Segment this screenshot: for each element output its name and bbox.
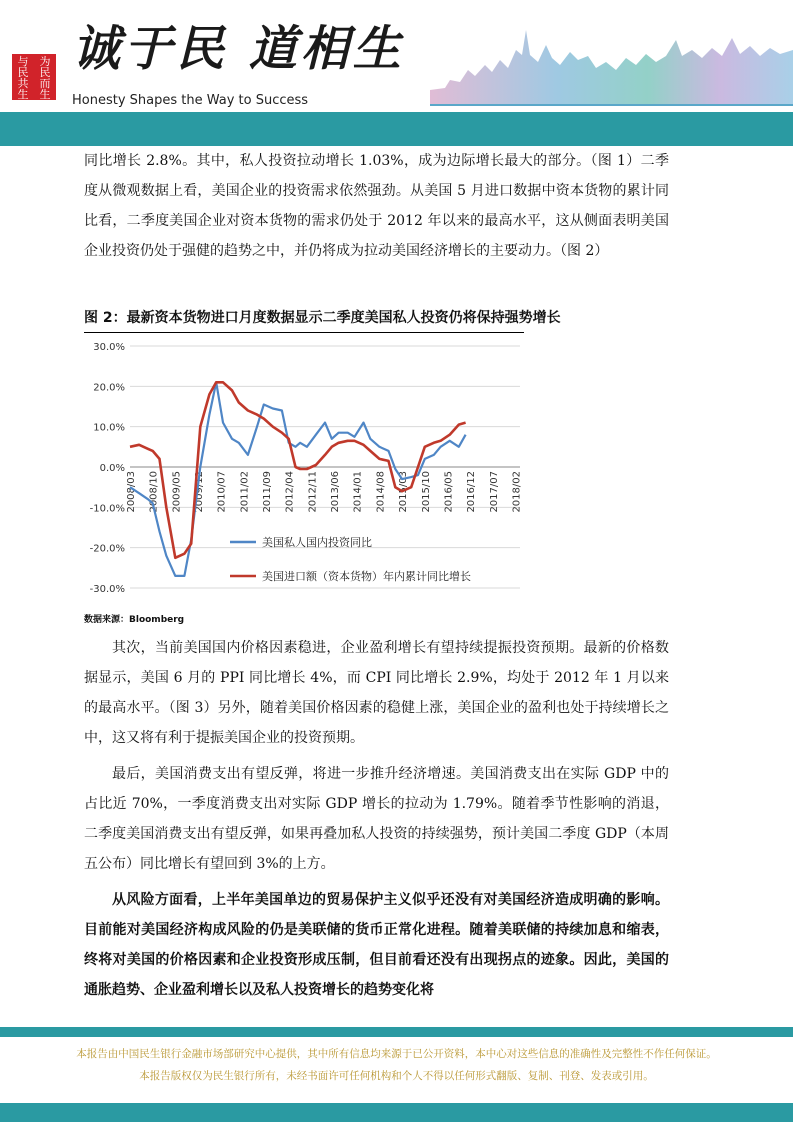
y-tick-label: -30.0% xyxy=(89,584,125,595)
brand-slogan-en: Honesty Shapes the Way to Success xyxy=(72,93,309,108)
header-teal-band xyxy=(0,112,793,146)
x-tick-label: 2016/12 xyxy=(466,471,478,513)
y-tick-label: -20.0% xyxy=(89,543,125,555)
badge-char: 民 xyxy=(17,66,29,79)
series-line-2 xyxy=(130,382,466,558)
x-tick-label: 2017/07 xyxy=(488,471,500,513)
y-tick-label: 30.0% xyxy=(93,342,125,353)
city-skyline-illustration xyxy=(430,10,793,110)
paragraph-consumption: 最后，美国消费支出有望反弹，将进一步推升经济增速。美国消费支出在实际 GDP 中的占比近 70%，一季度消费支出对实际 GDP 增长的拉动为 1.79%。随着季节性影响的消退，二季度美国消费支出有望反弹，如果再叠加私人投资的持续强势，预计美国二季度 GDP（本周五公布）同比增长有望回到 3%的上方。 xyxy=(84,766,669,872)
badge-char: 共 xyxy=(17,77,29,90)
footer-disclaimer-line2: 本报告版权仅为民生银行所有，未经书面许可任何机构和个人不得以任何形式翻版、复制、刊登、发表或引用。 xyxy=(139,1070,654,1082)
badge-char: 民 xyxy=(39,66,51,79)
paragraph-risk: 从风险方面看，上半年美国单边的贸易保护主义似乎还没有对美国经济造成明确的影响。目前能对美国经济构成风险的仍是美联储的货币正常化进程。随着美联储的持续加息和缩表，终将对美国的价格因素和企业投资形成压制，但目前看还没有出现拐点的迹象。因此，美国的通胀趋势、企业盈利增长以及私人投资增长的趋势变化将 xyxy=(84,892,669,998)
intro-section xyxy=(84,146,669,266)
x-tick-label: 2015/10 xyxy=(420,471,432,513)
y-tick-label: 20.0% xyxy=(93,382,125,394)
intro-paragraph: 同比增长 2.8%。其中，私人投资拉动增长 1.03%，成为边际增长最大的部分。（图 1）二季度从微观数据上看，美国企业的投资需求依然强劲。从美国 5 月进口数据中资本货物的累计同比看，二季度美国企业对资本货物的需求仍处于 2012 年以来的最高水平，这从侧面表明美国企业投资仍处于强健的趋势之中，并仍将成为拉动美国经济增长的主要动力。（图 2） xyxy=(84,153,669,259)
x-tick-label: 2010/07 xyxy=(216,471,228,513)
paragraph-price-factors: 其次，当前美国国内价格因素稳进，企业盈利增长有望持续提振投资预期。最新的价格数据显示，美国 6 月的 PPI 同比增长 4%，而 CPI 同比增长 2.9%，均处于 2012 年 1 月以来的最高水平。（图 3）另外，随着美国价格因素的稳健上涨，美国企业的盈利也处于持续增长之中，这又将有利于提振美国企业的投资预期。 xyxy=(84,640,669,746)
badge-char: 而 xyxy=(39,77,51,90)
badge-char: 生 xyxy=(39,88,51,101)
investment-line-chart xyxy=(80,334,526,600)
figure-source: 数据来源：Bloomberg xyxy=(84,615,185,625)
x-tick-label: 2009/12 xyxy=(194,471,206,513)
x-tick-label: 2008/03 xyxy=(126,471,137,513)
x-tick-label: 2016/05 xyxy=(443,471,455,513)
x-tick-label: 2018/02 xyxy=(511,471,523,513)
y-tick-label: 10.0% xyxy=(93,422,125,434)
legend-label-2: 美国进口额（资本货物）年内累计同比增长 xyxy=(262,570,471,583)
x-tick-label: 2009/05 xyxy=(171,471,183,513)
bank-logo-badge xyxy=(12,54,56,100)
x-tick-label: 2012/11 xyxy=(307,471,319,513)
figure-title: 图 2：最新资本货物进口月度数据显示二季度美国私人投资仍将保持强势增长 xyxy=(84,310,561,326)
badge-char: 为 xyxy=(39,55,51,68)
analysis-section xyxy=(84,633,669,1005)
x-tick-label: 2008/10 xyxy=(148,471,160,513)
x-tick-label: 2015/03 xyxy=(398,471,410,513)
badge-char: 生 xyxy=(17,88,29,101)
x-tick-label: 2013/06 xyxy=(330,471,342,513)
legend-label-1: 美国私人国内投资同比 xyxy=(262,536,372,549)
x-tick-label: 2014/08 xyxy=(375,471,387,513)
figure-title-rule xyxy=(84,332,524,333)
x-tick-label: 2011/02 xyxy=(239,471,251,513)
x-tick-label: 2012/04 xyxy=(284,471,296,513)
badge-char: 与 xyxy=(17,55,29,68)
page-header xyxy=(0,0,793,112)
brand-slogan-cn: 诚于民 道相生 xyxy=(72,21,405,77)
page-footer xyxy=(0,1037,793,1103)
footer-teal-bottom-band xyxy=(0,1103,793,1122)
y-tick-label: 0.0% xyxy=(99,463,125,474)
footer-teal-band xyxy=(0,1027,793,1037)
x-tick-label: 2011/09 xyxy=(262,471,274,513)
x-tick-label: 2014/01 xyxy=(352,471,364,513)
y-tick-label: -10.0% xyxy=(89,503,125,515)
footer-disclaimer-line1: 本报告由中国民生银行金融市场部研究中心提供，其中所有信息均来源于已公开资料，本中心对这些信息的准确性及完整性不作任何保证。 xyxy=(76,1048,717,1060)
